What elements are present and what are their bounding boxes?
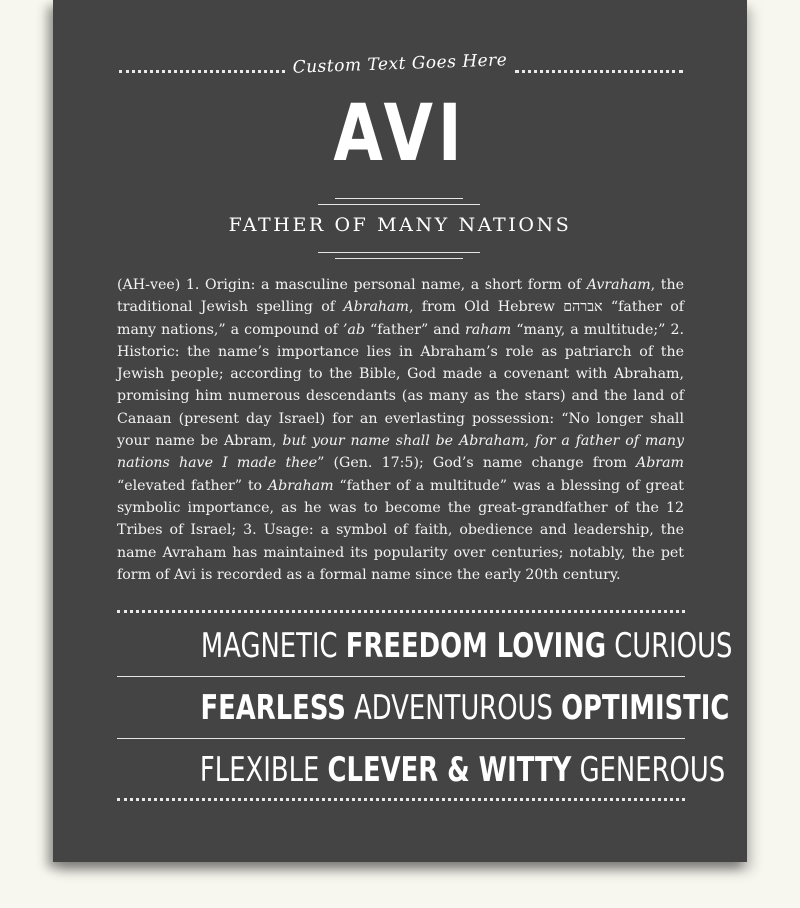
definition-italic: Avraham	[586, 277, 651, 293]
definition-italic: raham	[464, 321, 512, 338]
trait-fearless: FEARLESS	[200, 688, 346, 728]
trait-adventurous: ADVENTUROUS	[354, 688, 553, 728]
name-underline-top	[335, 198, 463, 199]
name-meaning: FATHER OF MANY NATIONS	[228, 214, 572, 236]
tagline: Custom Text Goes Here	[292, 50, 508, 78]
definition-italic: Abram	[635, 455, 684, 472]
traits-bottom-dots	[117, 798, 685, 801]
meaning-underline-bottom	[335, 258, 463, 259]
definition-italic: but your name shall be Abraham, for a father of many nations have I made thee	[117, 433, 684, 472]
traits-row-3	[117, 750, 726, 790]
trait-magnetic: MAGNETIC	[200, 626, 338, 666]
definition-text: “father” and	[364, 321, 465, 338]
trait-freedom-loving: FREEDOM LOVING	[345, 626, 607, 666]
definition-text: “father of a multitude” was a blessing of great symbolic importance, as he was to become the great-grandfather of the 12 Tribes of Israel; 3. Usage: a symbol of faith, obedience and leadership, the name Avraham has maintained its popularity over centuries; notably, the pet form of Avi is recorded as a formal name since the early 20th century.	[117, 477, 684, 583]
definition-text: , from Old Hebrew אברהם “father of many nations,” a compound of	[117, 299, 684, 338]
name-title: AVI	[333, 89, 467, 179]
name-underline-bottom	[318, 204, 480, 205]
traits-row-2	[117, 688, 730, 728]
name-poster	[53, 0, 747, 862]
traits-row-1	[117, 626, 733, 666]
meaning-underline-top	[318, 252, 480, 253]
name-definition	[117, 274, 684, 586]
definition-italic: ’ab	[342, 321, 365, 338]
traits-top-dots	[117, 610, 685, 613]
definition-text: ” (Gen. 17:5); God’s name change from	[317, 455, 636, 472]
definition-text: “elevated father” to	[117, 477, 268, 494]
traits-divider-2	[117, 738, 685, 739]
definition-italic: Abraham	[267, 477, 334, 494]
trait-optimistic: OPTIMISTIC	[561, 688, 730, 728]
tagline-right-dots	[515, 70, 683, 73]
definition-italic: Abraham	[343, 299, 409, 316]
trait-curious: CURIOUS	[614, 626, 733, 666]
definition-text: (AH-vee) 1. Origin: a masculine personal name, a short form of	[117, 277, 587, 293]
definition-text: “many, a multitude;” 2. Historic: the name’s importance lies in Abraham’s role as patriarch of the Jewish people; according to the Bible, God made a covenant with Abraham, promising him numerous descendants (as many as the stars) and the land of Canaan (present day Israel) for an everlasting possession: “No longer shall your name be Abram,	[117, 321, 684, 450]
trait-generous: GENEROUS	[579, 750, 726, 790]
definition-text: , the traditional Jewish spelling of	[117, 277, 684, 316]
traits-divider-1	[117, 676, 685, 677]
trait-flexible: FLEXIBLE	[199, 750, 320, 790]
trait-clever-witty: CLEVER & WITTY	[327, 750, 572, 790]
